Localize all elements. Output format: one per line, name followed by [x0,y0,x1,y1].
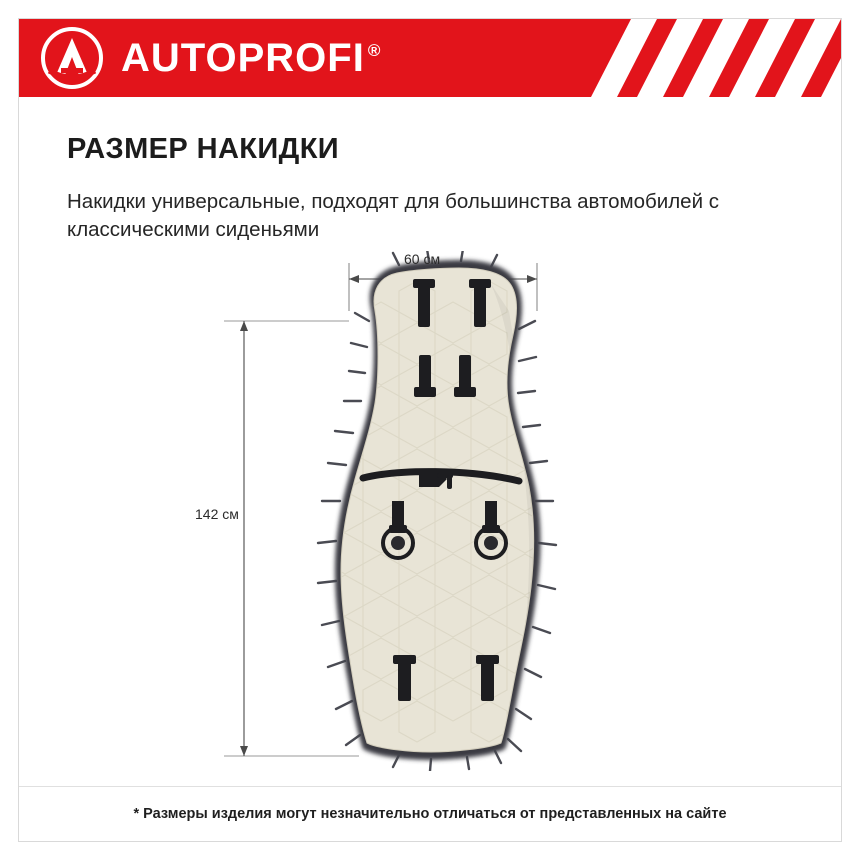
seat-cover-diagram [19,251,842,771]
brand-name [121,36,381,81]
page-title: РАЗМЕР НАКИДКИ [67,133,340,165]
product-figure [19,251,842,771]
diagonal-stripes-decoration [571,19,841,97]
intro-section [19,97,841,245]
height-dimension-label: 142 см [195,505,239,522]
autoprofi-a-logo-icon [41,27,103,89]
content-frame [18,18,842,842]
trademark-symbol: ® [367,41,382,61]
footnote-text: * Размеры изделия могут незначительно отличаться от представленных на сайте [133,806,727,822]
footnote-bar [19,786,841,841]
brand-header [19,19,841,97]
page-subtitle: Накидки универсальные, подходят для большинства автомобилей с классическими сиденьями [67,190,719,242]
width-dimension-label: 60 см [404,250,441,267]
brand-text: AUTOPROFI [121,35,365,80]
